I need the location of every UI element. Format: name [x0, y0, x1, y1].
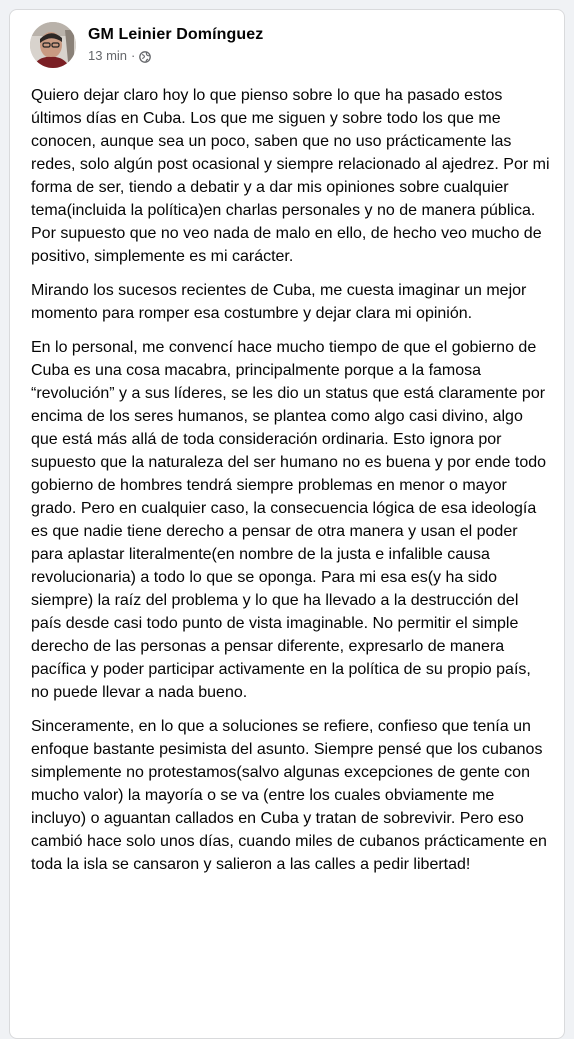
- post-body: [31, 84, 553, 887]
- post-timestamp[interactable]: 13 min: [88, 48, 128, 63]
- post-meta: [88, 25, 263, 65]
- author-name[interactable]: GM Leinier Domínguez: [88, 26, 264, 43]
- globe-icon[interactable]: [139, 50, 151, 62]
- post-subline: [88, 47, 263, 65]
- post-paragraph: Quiero dejar claro hoy lo que pienso sobre lo que ha pasado estos últimos días en Cuba. Los que me siguen y sobre todo los que me conocen, aunque sea un poco, saben que no uso prácticamente las redes, solo algún post ocasional y siempre relacionado al ajedrez. Por mi forma de ser, tiendo a debatir y a dar mis opiniones sobre cualquier tema(incluida la política)en charlas personales y no de manera pública. Por supuesto que no veo nada de malo en ello, de hecho veo mucho de positivo, simplemente es mi carácter.: [31, 87, 550, 265]
- author-avatar[interactable]: [30, 22, 76, 68]
- post-paragraph: En lo personal, me convencí hace mucho tiempo de que el gobierno de Cuba es una cosa macabra, principalmente porque a la famosa “revolución” y a sus líderes, se les dio un status que está claramente por encima de los seres humanos, se plantea como algo casi divino, algo que está más allá de toda consideración ordinaria. Esto ignora por supuesto que la naturaleza del ser humano no es buena y por ende todo gobierno de hombres tendrá siempre problemas en menor o mayor grado. Pero en cualquier caso, la consecuencia lógica de esa ideología es que nadie tiene derecho a pensar de otra manera y usan el poder para aplastar literalmente(en nombre de la justa e infalible causa revolucionaria) a todo lo que se oponga. Para mi esa es(y ha sido siempre) la raíz del problema y lo que ha llevado a la destrucción del país desde casi todo punto de vista imaginable. No permitir el simple derecho de las personas a pensar diferente, expresarlo de manera pacífica y poder participar activamente en la política de su propio país, no puede llevar a nada bueno.: [31, 339, 547, 701]
- post-paragraph: Sinceramente, en lo que a soluciones se refiere, confieso que tenía un enfoque bastante pesimista del asunto. Siempre pensé que los cubanos simplemente no protestamos(salvo algunas excepciones de gente con mucho valor) la mayoría o se va (entre los cuales obviamente me incluyo) o aguantan callados en Cuba y tratan de sobrevivir. Pero eso cambió hace solo unos días, cuando miles de cubanos prácticamente en toda la isla se cansaron y salieron a las calles a pedir libertad!: [31, 718, 547, 873]
- post-header: [30, 22, 263, 68]
- meta-separator: ·: [131, 48, 136, 63]
- post-paragraph: Mirando los sucesos recientes de Cuba, me cuesta imaginar un mejor momento para romper esa costumbre y dejar clara mi opinión.: [31, 282, 527, 322]
- post-card: [9, 9, 565, 1039]
- avatar-photo-icon: [30, 22, 76, 68]
